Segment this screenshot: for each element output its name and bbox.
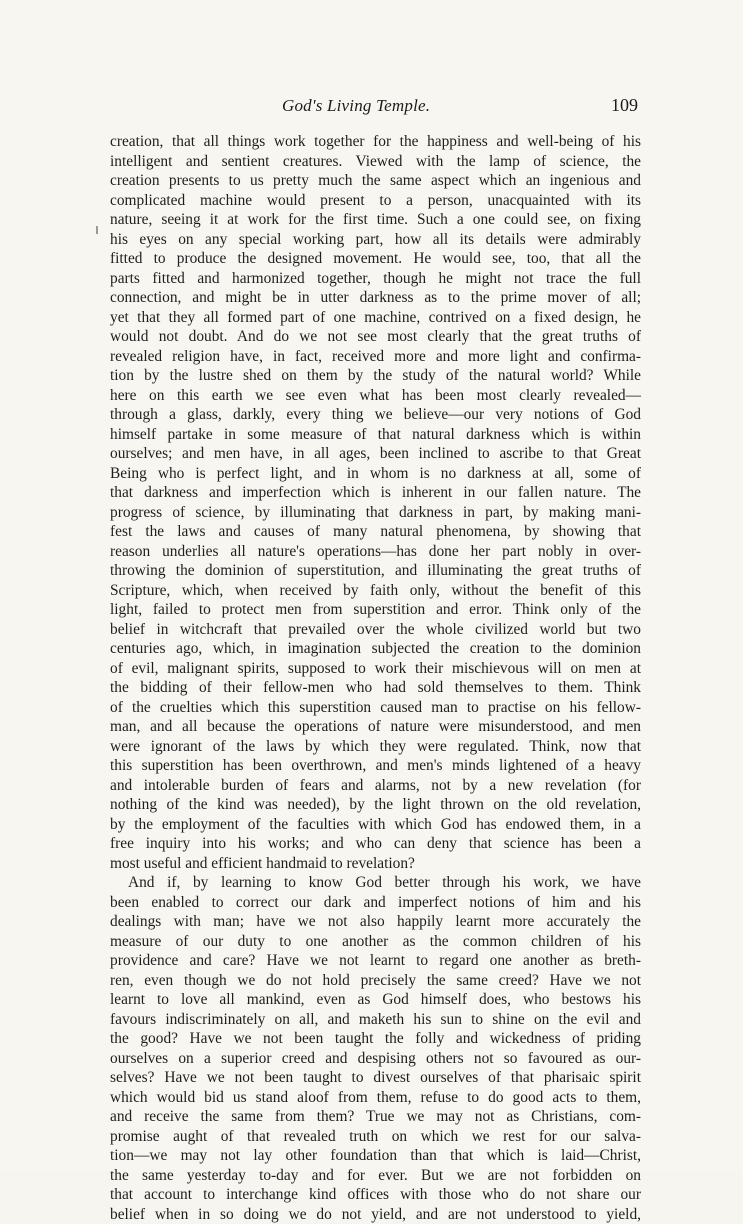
text-line: ourselves; and men have, in all ages, been inclined to ascribe to that Great [110,444,641,464]
text-line: favours indiscriminately on all, and maketh his sun to shine on the evil and [110,1010,641,1030]
text-line: the good? Have we not been taught the folly and wickedness of priding [110,1029,641,1049]
text-line: this superstition has been overthrown, and men's minds lightened of a heavy [110,756,641,776]
text-line: Scripture, which, when received by faith only, without the benefit of this [110,581,641,601]
page-header [110,96,640,122]
text-line: providence and care? Have we not learnt to regard one another as breth- [110,951,641,971]
text-line: tion—we may not lay other foundation than that which is laid—Christ, [110,1146,641,1166]
text-line: the same yesterday to-day and for ever. But we are not forbidden on [110,1166,641,1186]
text-line: fest the laws and causes of many natural phenomena, by showing that [110,522,641,542]
text-line: ren, even though we do not hold precisely the same creed? Have we not [110,971,641,991]
text-line: selves? Have we not been taught to divest ourselves of that pharisaic spirit [110,1068,641,1088]
text-line: been enabled to correct our dark and imperfect notions of him and his [110,893,641,913]
text-line: Being who is perfect light, and in whom is no darkness at all, some of [110,464,641,484]
text-line: belief in witchcraft that prevailed over the whole civilized world but two [110,620,641,640]
text-line: complicated machine would present to a person, unacquainted with its [110,191,641,211]
text-line: creation presents to us pretty much the same aspect which an ingenious and [110,171,641,191]
text-line: revealed religion have, in fact, received more and more light and confirma- [110,347,641,367]
text-line: here on this earth we see even what has been most clearly revealed— [110,386,641,406]
text-line: nature, seeing it at work for the first time. Such a one could see, on fixing [110,210,641,230]
text-line: dealings with man; have we not also happily learnt more accurately the [110,912,641,932]
text-line: by the employment of the faculties with which God has endowed them, in a [110,815,641,835]
text-line: ourselves on a superior creed and despising others not so favoured as our- [110,1049,641,1069]
text-line: promise aught of that revealed truth on which we rest for our salva- [110,1127,641,1147]
text-line: intelligent and sentient creatures. Viewed with the lamp of science, the [110,152,641,172]
paragraph-start-line: And if, by learning to know God better through his work, we have [110,873,641,893]
text-line: fitted to produce the designed movement. He would see, too, that all the [110,249,641,269]
text-line: that account to interchange kind offices with those who do not share our [110,1185,641,1205]
text-line: yet that they all formed part of one machine, contrived on a fixed design, he [110,308,641,328]
running-head: God's Living Temple. [282,96,430,116]
text-line: of the cruelties which this superstition caused man to practise on his fellow- [110,698,641,718]
text-line: and receive the same from them? True we may not as Christians, com- [110,1107,641,1127]
text-line: reason underlies all nature's operations—has done her part nobly in over- [110,542,641,562]
text-line: were ignorant of the laws by which they were regulated. Think, now that [110,737,641,757]
text-line: of evil, malignant spirits, supposed to work their mischievous will on men at [110,659,641,679]
text-line: through a glass, darkly, every thing we believe—our very notions of God [110,405,641,425]
paragraph-end-line: most useful and efficient handmaid to revelation? [110,854,641,874]
text-line: centuries ago, which, in imagination subjected the creation to the dominion [110,639,641,659]
body-text [110,132,641,1224]
text-line: man, and all because the operations of nature were misunderstood, and men [110,717,641,737]
text-line: which would bid us stand aloof from them, refuse to do good acts to them, [110,1088,641,1108]
text-line: creation, that all things work together for the happiness and well-being of his [110,132,641,152]
text-line: throwing the dominion of superstitution, and illuminating the great truths of [110,561,641,581]
text-line: and intolerable burden of fears and alarms, not by a new revelation (for [110,776,641,796]
text-line: that darkness and imperfection which is inherent in our fallen nature. The [110,483,641,503]
text-line: free inquiry into his works; and who can deny that science has been a [110,834,641,854]
text-line: parts fitted and harmonized together, though he might not trace the full [110,269,641,289]
text-line: connection, and might be in utter darkness as to the prime mover of all; [110,288,641,308]
text-line: himself partake in some measure of that natural darkness which is within [110,425,641,445]
text-line: would not doubt. And do we not see most clearly that the great truths of [110,327,641,347]
text-line: measure of our duty to one another as the common children of his [110,932,641,952]
text-line: his eyes on any special working part, how all its details were admirably [110,230,641,250]
margin-mark [96,226,98,234]
text-line: nothing of the kind was needed), by the light thrown on the old revelation, [110,795,641,815]
text-line: tion by the lustre shed on them by the study of the natural world? While [110,366,641,386]
text-line: learnt to love all mankind, even as God himself does, who bestows his [110,990,641,1010]
text-line: light, failed to protect men from superstition and error. Think only of the [110,600,641,620]
text-line: belief when in so doing we do not yield, and are not understood to yield, [110,1205,641,1224]
text-line: the bidding of their fellow-men who had sold themselves to them. Think [110,678,641,698]
page-number: 109 [611,95,638,116]
text-line: progress of science, by illuminating that darkness in part, by making mani- [110,503,641,523]
